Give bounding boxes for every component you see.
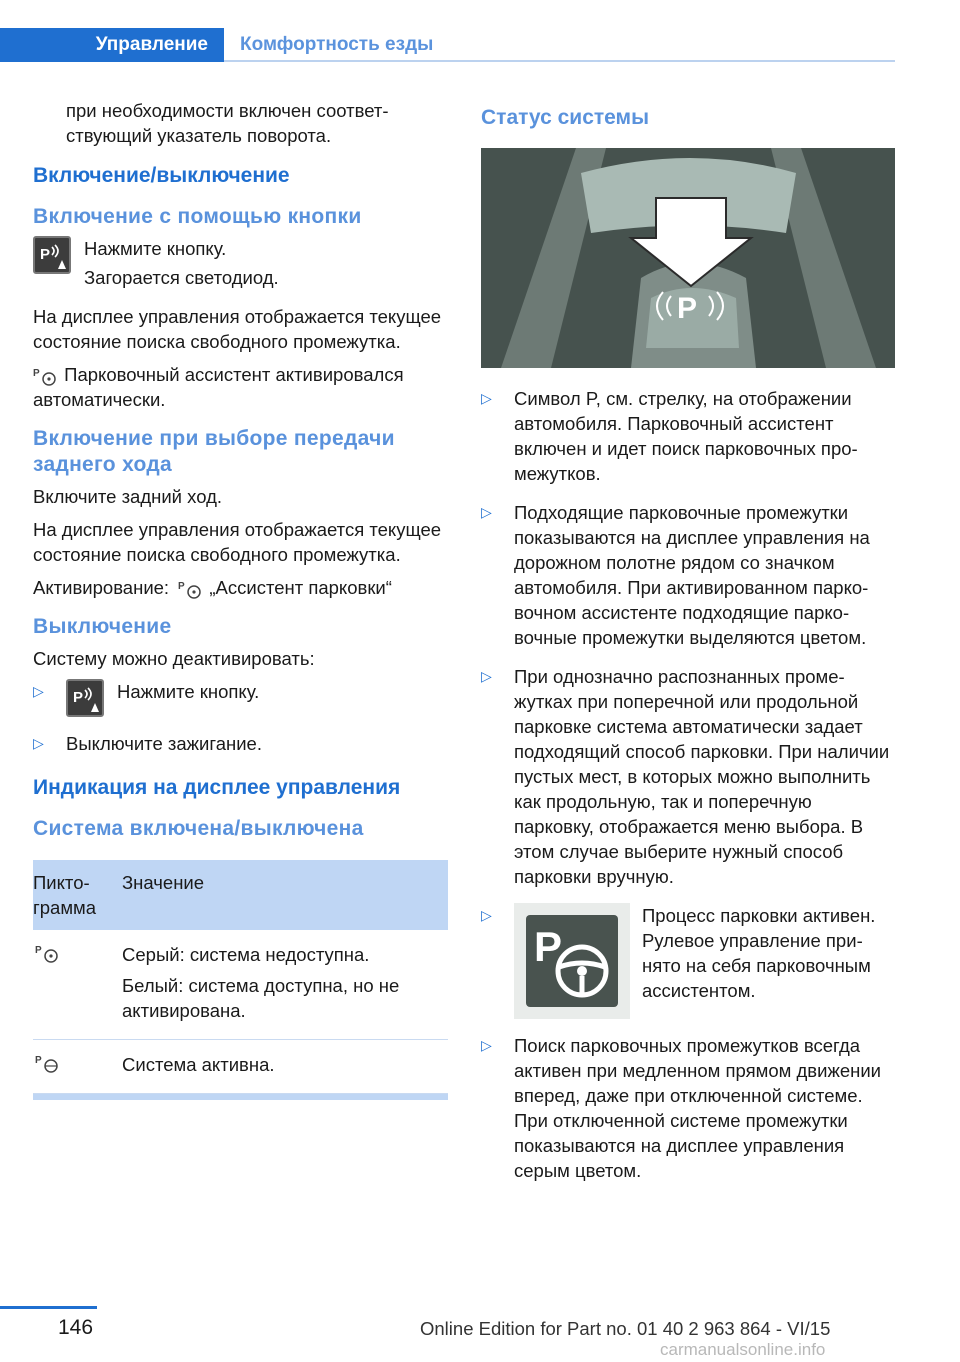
pictogram-table: [33, 860, 448, 1100]
auto-activated-text: P Парковочный ассистент активировался автоматически.: [33, 364, 404, 411]
list-item: ▷ P Процесс парковки активен. Рулевое управление принято на себя парковочным ассистентом.: [481, 903, 895, 1019]
page-header: [0, 28, 895, 62]
table-header: [33, 860, 448, 930]
bullet-triangle-icon: ▷: [481, 668, 492, 684]
button-instruction: [33, 236, 448, 298]
can-deactivate-text: Систему можно деактивировать:: [33, 648, 315, 670]
park-assist-symbol-icon: [33, 942, 61, 964]
press-button-text: Нажмите кнопку.: [84, 238, 227, 259]
bullet-triangle-icon: ▷: [481, 1037, 492, 1053]
heading-reverse: Включение при выборе передачи заднего хода: [33, 427, 395, 477]
heading-button: Включение с помощью кнопки: [33, 205, 362, 228]
table-row: [33, 930, 448, 1040]
table-bottom-rule: [33, 1094, 448, 1100]
heading-off: Выключение: [33, 615, 172, 639]
table-cell: Белый: система доступна, но не активирована.: [122, 975, 400, 1022]
engage-reverse-text: Включите задний ход.: [33, 486, 223, 508]
park-assist-button-icon: [33, 236, 71, 274]
svg-text:P: P: [35, 945, 42, 957]
control-display-image: [481, 148, 895, 368]
right-column: [481, 98, 895, 1197]
page-number: 146: [58, 1316, 94, 1339]
parking-display-illustration: [481, 148, 895, 368]
intro-text: при необходимости включен соответствующий указатель поворота.: [66, 100, 389, 146]
bullet-triangle-icon: ▷: [33, 683, 44, 700]
svg-text:P: P: [33, 368, 40, 380]
svg-text:P: P: [40, 246, 51, 263]
heading-status: Статус системы: [481, 106, 650, 129]
svg-text:P: P: [178, 581, 185, 593]
svg-text:P: P: [534, 923, 563, 970]
edition-text: Online Edition for Part no. 01 40 2 963 864 - VI/15: [420, 1318, 831, 1339]
table-cell: Система активна.: [122, 1054, 275, 1076]
section-title: Управление: [95, 34, 208, 55]
table-cell: Серый: система недоступна.: [122, 944, 370, 966]
led-text: Загорается светодиод.: [84, 267, 279, 288]
table-header-cell: Пиктограмма: [33, 872, 97, 919]
watermark: carmanualsonline.info: [660, 1340, 826, 1359]
heading-display: Индикация на дисплее управления: [33, 776, 401, 800]
table-header-cell: Значение: [122, 872, 205, 894]
svg-text:P: P: [73, 689, 84, 707]
list-item: ▷ Подходящие парковочные промежутки показываются на дисплее управления на дорожном полотне рядом со значком автомобиля. При активированном парковочном ассистенте подходящие парковочные промежутки выделяются цветом.: [481, 502, 870, 648]
section-tab: [0, 28, 224, 62]
park-assist-symbol-icon: [174, 578, 204, 600]
list-item: ▷ Поиск парковочных промежутков всегда активен при медленном прямом движении вперед, даже при отключенной системе. При отключенной системе промежутки показываются на дисплее управления серым цветом.: [481, 1035, 881, 1181]
bullet-triangle-icon: ▷: [481, 390, 492, 406]
park-steering-icon: [526, 915, 618, 1007]
heading-on-off: Включение/выключение: [33, 164, 290, 187]
parking-active-image: [514, 903, 630, 1019]
svg-text:P: P: [35, 1055, 42, 1067]
left-column: [33, 98, 448, 1100]
park-assist-active-icon: [33, 1052, 61, 1074]
table-row: [33, 1040, 448, 1094]
activation-text: Активирование: P „Ассистент парковки“: [33, 575, 448, 600]
park-assist-button-icon: [66, 679, 104, 717]
display-status-text-2: На дисплее управления отображается текущее состояние поиска свободного промежутка.: [33, 519, 442, 566]
bullet-triangle-icon: ▷: [481, 504, 492, 520]
list-item: ▷ P Нажмите кнопку.: [33, 679, 448, 717]
display-status-text-1: На дисплее управления отображается текущее состояние поиска свободного промежутка.: [33, 306, 442, 352]
list-item: ▷ При однозначно распознанных промежутках при поперечной или продольной парковке система автоматически задает подходящий способ парковки. При наличии пустых мест, в которых можно выполнить как продольную, так и поперечную парковку, отображается меню выбора. В этом случае выберите нужный способ парковки вручную.: [481, 666, 890, 887]
subsection-title: Комфортность езды: [240, 34, 434, 55]
svg-text:P: P: [677, 292, 698, 325]
heading-system: Система включена/выключена: [33, 817, 364, 841]
bullet-triangle-icon: ▷: [481, 907, 492, 923]
bullet-triangle-icon: ▷: [33, 735, 44, 752]
list-item: ▷ Символ P, см. стрелку, на отображении автомобиля. Парковочный ассистент включен и идет поиск парковочных промежутков.: [481, 388, 858, 484]
list-item: ▷ Выключите зажигание.: [33, 733, 262, 755]
header-rule: [224, 60, 895, 62]
footer-rule: [0, 1306, 97, 1309]
park-assist-symbol-icon: [33, 365, 59, 387]
